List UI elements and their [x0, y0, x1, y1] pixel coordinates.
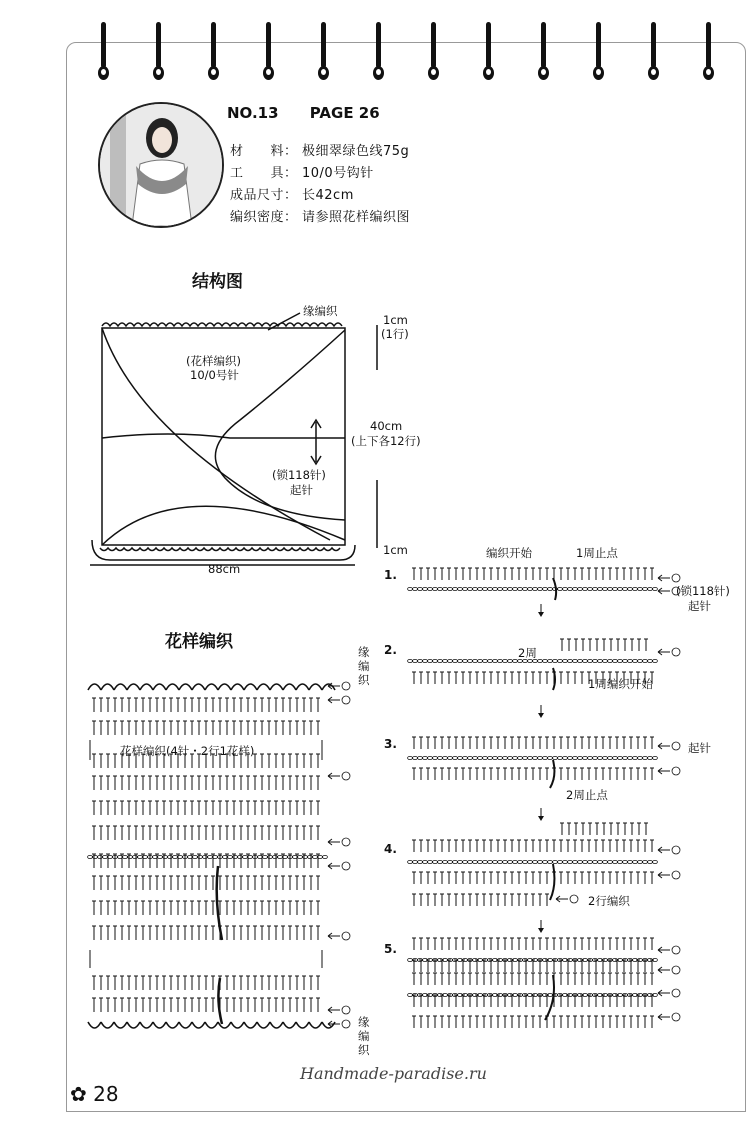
step-chain-count: (锁118针): [676, 584, 730, 598]
pattern-edge-label-bottom: 缘编织: [358, 1015, 370, 1057]
structure-hook-label: 10/0号针: [190, 368, 239, 382]
step-round2: 2周: [518, 646, 537, 660]
structure-width: 88cm: [208, 562, 241, 576]
step3-start-chain: 起针: [688, 741, 711, 755]
step-start-chain: 起针: [688, 599, 711, 613]
pattern-title: 花样编织: [165, 632, 233, 652]
info-size: 成品尺寸： 长42cm: [230, 188, 354, 203]
step-3-number: 3.: [384, 737, 397, 751]
structure-height-rows: (上下各12行): [351, 434, 421, 448]
step-5-number: 5.: [384, 942, 397, 956]
structure-chain-label: (锁118针): [272, 468, 326, 482]
structure-top-cm: 1cm: [383, 313, 408, 327]
step-1-number: 1.: [384, 568, 397, 582]
step-start-round1: 1周编织开始: [588, 677, 653, 691]
info-gauge: 编织密度： 请参照花样编织图: [230, 210, 411, 225]
structure-title: 结构图: [192, 272, 243, 292]
info-material: 材 料： 极细翠绿色线75g: [230, 144, 410, 159]
structure-start-label: 起针: [290, 483, 313, 497]
structure-edge-label: 缘编织: [303, 304, 338, 318]
step-4-number: 4.: [384, 842, 397, 856]
watermark: Handmade-paradise.ru: [300, 1064, 487, 1083]
pattern-edge-label-top: 缘编织: [358, 645, 370, 687]
step-2-number: 2.: [384, 643, 397, 657]
structure-bottom-cm: 1cm: [383, 543, 408, 557]
page-reference: PAGE 26: [309, 104, 380, 122]
pattern-number: NO.13: [227, 104, 279, 122]
structure-top-rows: (1行): [381, 327, 409, 341]
structure-height: 40cm: [370, 419, 403, 433]
step-two-rows: 2行编织: [588, 894, 630, 908]
step-start-knit: 编织开始: [486, 546, 532, 560]
info-tool: 工 具： 10/0号钩针: [230, 166, 374, 181]
page-number: ✿ 28: [70, 1082, 119, 1106]
step-end-round2: 2周止点: [566, 788, 608, 802]
step-end-round1: 1周止点: [576, 546, 618, 560]
structure-pattern-label: (花样编织): [186, 354, 241, 368]
pattern-caption: 花样编织(4针・2行1花样): [120, 744, 255, 758]
